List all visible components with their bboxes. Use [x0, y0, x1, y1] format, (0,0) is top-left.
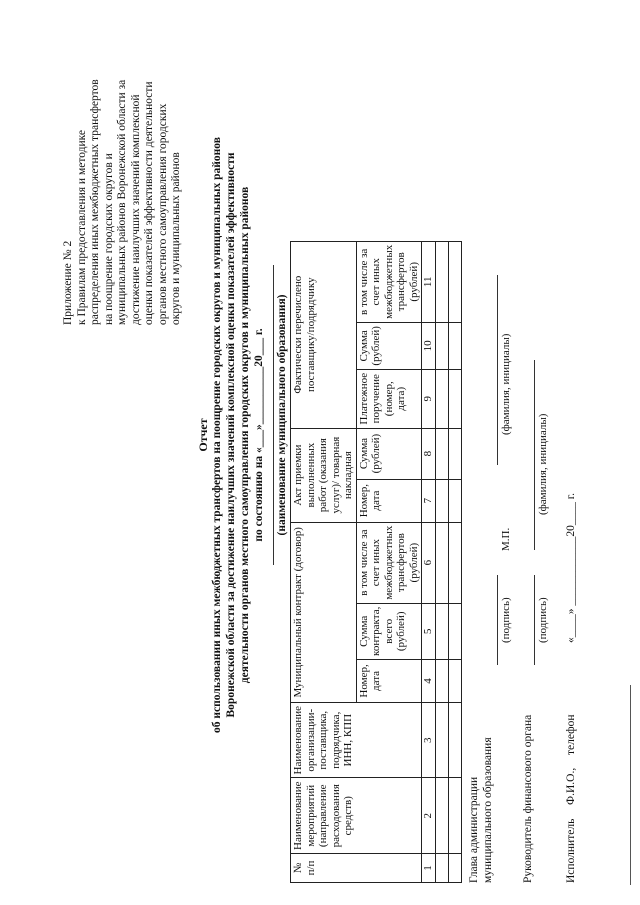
- appendix-line: к Правилам предоставления и методике: [75, 129, 88, 325]
- column-numbers-row: [422, 241, 436, 882]
- header-paid-sum: Сумма (рублей): [356, 322, 422, 369]
- appendix-line: муниципальных районов Воронежской области за: [116, 79, 128, 325]
- column-number: 2: [422, 778, 436, 854]
- header-event: Наименование мероприятий (направление расходования средств): [291, 778, 422, 854]
- municipality-line: [273, 265, 274, 565]
- table-row: [448, 241, 461, 882]
- head-label: муниципального образования: [482, 737, 494, 883]
- column-number: 11: [422, 241, 436, 322]
- header-contract-sum: Сумма контракта, всего (рублей): [356, 603, 422, 659]
- fin-name-caption: (фамилия, инициалы): [537, 413, 549, 515]
- appendix-line: оценки показателей эффективности деятельности: [143, 81, 155, 325]
- report-table: [290, 241, 462, 883]
- municipality-caption: (наименование муниципального образования): [276, 294, 288, 536]
- appendix-line: органов местного самоуправления городских: [156, 103, 169, 325]
- column-number: 9: [422, 369, 436, 428]
- appendix-line: округов и муниципальных районов: [170, 152, 182, 325]
- appendix-line: на поощрение городских округов и: [102, 153, 115, 325]
- head-mp-caption: М.П.: [500, 527, 512, 551]
- header-contract-other: в том числе за счет иных межбюджетных трансфертов (рублей): [356, 522, 422, 603]
- column-number: 4: [422, 659, 436, 702]
- exec-fio: Ф.И.О.,: [565, 767, 577, 805]
- column-number: 5: [422, 603, 436, 659]
- report-title-line: об использовании иных межбюджетных трансфертов на поощрение городских округов и муниципальных районов: [211, 137, 223, 733]
- header-paid-order: Платежное поручение (номер, дата): [356, 369, 422, 428]
- footer-rule: [630, 685, 631, 885]
- appendix-line: распределения иных межбюджетных трансфертов: [89, 79, 101, 325]
- exec-phone: телефон: [565, 714, 577, 755]
- header-org: Наименование организации-поставщика, подрядчика, ИНН, КПП: [291, 702, 422, 778]
- report-title-line: деятельности органов местного самоуправления городских округов и муниципальных районов: [239, 186, 251, 684]
- header-contract: Муниципальный контракт (договор): [291, 522, 357, 702]
- column-number: 6: [422, 522, 436, 603]
- head-name-line: [497, 275, 498, 465]
- appendix-block: [62, 25, 184, 325]
- column-number: 3: [422, 702, 436, 778]
- header-contract-no: Номер, дата: [356, 659, 422, 702]
- column-number: 8: [422, 428, 436, 479]
- header-act-sum: Сумма (рублей): [356, 428, 422, 479]
- appendix-line: достижение наилучших значений комплексной: [129, 94, 142, 325]
- exec-label: Исполнитель: [565, 818, 577, 883]
- header-act: Акт приемки выполненных работ (оказания услуг)/ товарная накладная: [291, 428, 357, 522]
- head-name-caption: (фамилия, инициалы): [500, 333, 512, 435]
- header-num: № п/п: [291, 854, 422, 883]
- column-number: 7: [422, 479, 436, 522]
- fin-sign-caption: (подпись): [537, 597, 549, 643]
- header-paid: Фактически перечислено поставщику/подрядчику: [291, 241, 357, 428]
- report-heading: Отчет: [196, 418, 210, 452]
- column-number: 1: [422, 854, 436, 883]
- head-label: Глава администрации: [468, 776, 480, 883]
- date-line: «____» ____________20____ г.: [565, 492, 577, 643]
- report-title-line: Воронежской области за достижение наилучших значений комплексной оценки показателей эффективности: [225, 152, 237, 718]
- header-act-no: Номер, дата: [356, 479, 422, 522]
- appendix-line: Приложение № 2: [62, 240, 74, 325]
- head-sign-line: [497, 575, 498, 665]
- report-date: по состоянию на «___»__________20___ г.: [253, 328, 265, 542]
- fin-name-line: [534, 360, 535, 550]
- table-row: [435, 241, 448, 882]
- header-paid-other: в том числе за счет иных межбюджетных трансфертов (рублей): [356, 241, 422, 322]
- head-sign-caption: (подпись): [500, 597, 512, 643]
- fin-label: Руководитель финансового органа: [522, 714, 534, 883]
- report-title: [196, 115, 266, 755]
- column-number: 10: [422, 322, 436, 369]
- fin-sign-line: [534, 575, 535, 665]
